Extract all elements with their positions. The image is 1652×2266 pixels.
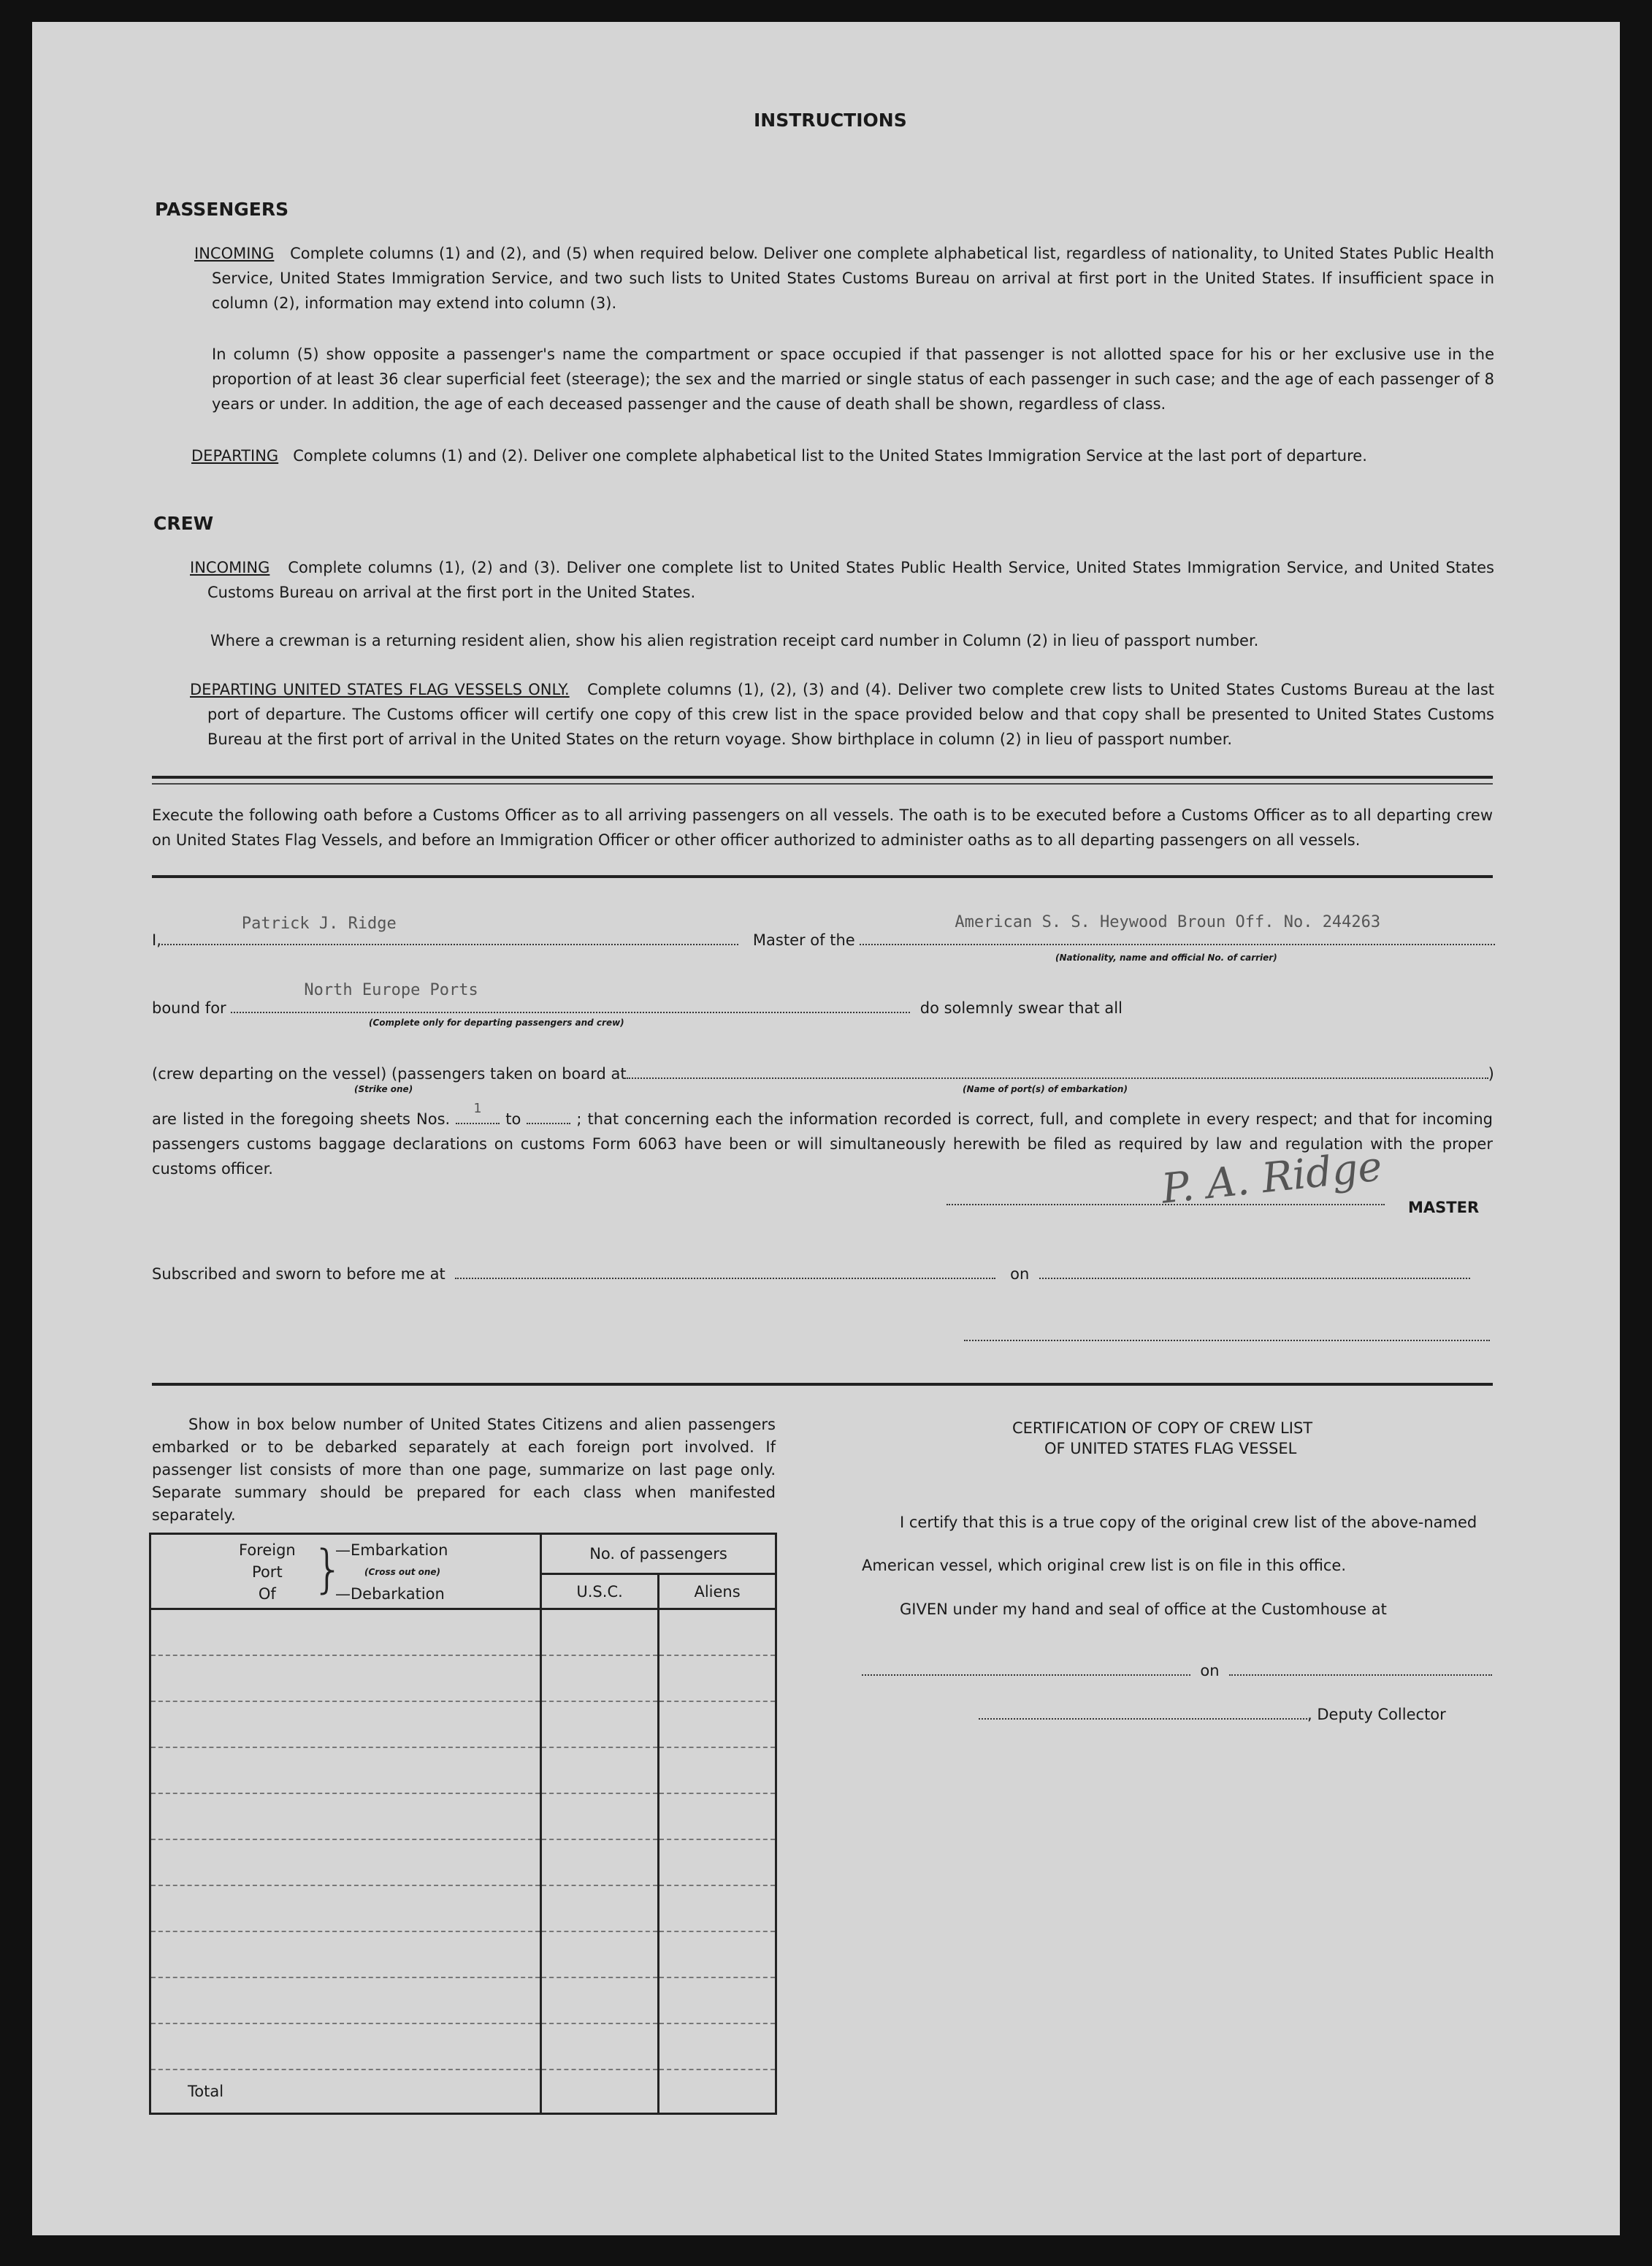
passengers-departing <box>191 443 1367 468</box>
bound-field[interactable] <box>231 981 910 1013</box>
port-cell[interactable] <box>150 1747 541 1793</box>
passengers-incoming <box>194 241 1494 316</box>
usc-cell[interactable] <box>541 1609 659 1656</box>
table-row <box>150 2023 776 2069</box>
crew-departing-line <box>152 1061 1494 1086</box>
sheet-from-field[interactable] <box>456 1101 500 1124</box>
port-cell[interactable] <box>150 2023 541 2069</box>
master-name-field[interactable] <box>161 915 738 945</box>
usc-cell[interactable] <box>541 1655 659 1701</box>
swear-label: do solemnly swear that all <box>919 999 1123 1017</box>
port-cell[interactable] <box>150 1655 541 1701</box>
page-title: INSTRUCTIONS <box>754 110 907 131</box>
resident-text: Where a crewman is a returning resident alien, show his alien registration receipt card number in Column (2) in lieu of passport number. <box>210 632 1259 649</box>
table-row <box>150 1977 776 2023</box>
oath-i-line <box>152 913 1495 953</box>
cert-date-field[interactable] <box>1229 1658 1492 1676</box>
aliens-cell[interactable] <box>659 1977 776 2023</box>
foreign-label: Foreign <box>239 1541 296 1559</box>
port-caption: (Name of port(s) of embarkation) <box>963 1084 1128 1094</box>
divider <box>152 783 1493 785</box>
cert-on-label: on <box>1200 1662 1220 1679</box>
crew-incoming-text: Complete columns (1), (2) and (3). Deliver one complete list to United States Public Health Service, United States Immigration Service, and United States Customs Bureau on arrival at the first port in the United States. <box>207 559 1494 601</box>
divider <box>152 1383 1493 1386</box>
table-row <box>150 1885 776 1931</box>
vessel-caption: (Nationality, name and official No. of carrier) <box>1055 953 1277 963</box>
passengers-heading: PASSENGERS <box>155 199 289 220</box>
usc-cell[interactable] <box>541 1885 659 1931</box>
certification-title-1: CERTIFICATION OF COPY OF CREW LIST <box>1012 1419 1313 1437</box>
incoming-label: INCOMING <box>194 245 275 262</box>
usc-cell[interactable] <box>541 1701 659 1747</box>
aliens-cell[interactable] <box>659 2023 776 2069</box>
certification-title-2: OF UNITED STATES FLAG VESSEL <box>1044 1440 1297 1457</box>
passenger-summary-table <box>149 1533 777 2115</box>
bound-caption: (Complete only for departing passengers and crew) <box>369 1018 624 1028</box>
usc-cell[interactable] <box>541 1977 659 2023</box>
departing-text: Complete columns (1) and (2). Deliver one complete alphabetical list to the United States Immigration Service at the last port of departure. <box>293 447 1367 465</box>
table-row <box>150 1609 776 1656</box>
usc-cell[interactable] <box>541 1747 659 1793</box>
i-label: I, <box>152 931 161 949</box>
customhouse-date-line <box>862 1658 1492 1683</box>
aliens-cell[interactable] <box>659 1793 776 1839</box>
certify-text: I certify that this is a true copy of the original crew list of the above-named <box>900 1514 1477 1531</box>
listed-prefix: are listed in the foregoing sheets Nos. <box>152 1110 451 1128</box>
crew-heading: CREW <box>153 513 214 534</box>
to-label: to <box>505 1110 521 1128</box>
subscribed-label: Subscribed and sworn to before me at <box>152 1265 445 1283</box>
master-of-label: Master of the <box>752 931 855 949</box>
crew-departing-text: Complete columns (1), (2), (3) and (4). Deliver two complete crew lists to United States Customs Bureau at the last port of departure. The Customs officer will certify one copy of this crew list in the space provided below and that copy shall be presented to United States Customs Bureau at the first port of arrival in the United States on the return voyage. Show birthplace in column (2) in lieu of passport number. <box>207 681 1494 748</box>
crew-departing-label: DEPARTING UNITED STATES FLAG VESSELS ONLY. <box>190 681 570 698</box>
deputy-label: , Deputy Collector <box>1307 1706 1446 1723</box>
port-cell[interactable] <box>150 1609 541 1656</box>
table-row <box>150 1793 776 1839</box>
port-cell[interactable] <box>150 1931 541 1977</box>
usc-cell[interactable] <box>541 1931 659 1977</box>
subscribed-date-field[interactable] <box>1039 1262 1470 1279</box>
summary-instructions: Show in box below number of United States Citizens and alien passengers embarked or to be debarked separately at each foreign port involved. If passenger list consists of more than one page, summarize on last page only. Separate summary should be prepared for each class when manifested separately. <box>152 1416 776 1524</box>
signature: P. A. Ridge <box>1159 1142 1385 1213</box>
deputy-line <box>979 1702 1446 1727</box>
usc-cell[interactable] <box>541 2023 659 2069</box>
total-usc-cell[interactable] <box>541 2069 659 2113</box>
embarkation-label: —Embarkation <box>335 1541 448 1559</box>
usc-cell[interactable] <box>541 1839 659 1885</box>
table-row <box>150 1839 776 1885</box>
no-passengers-header: No. of passengers <box>541 1534 776 1574</box>
crew-line: (crew departing on the vessel) (passengers taken on board at <box>152 1065 627 1083</box>
table-row <box>150 1747 776 1793</box>
sheet-to-field[interactable] <box>527 1110 570 1124</box>
usc-header: U.S.C. <box>541 1574 659 1609</box>
cross-out-label: (Cross out one) <box>364 1567 441 1577</box>
master-name: Patrick J. Ridge <box>241 915 397 933</box>
aliens-cell[interactable] <box>659 1931 776 1977</box>
port-label: Port <box>252 1563 283 1581</box>
american-vessel-text: American vessel, which original crew list is on file in this office. <box>862 1557 1347 1574</box>
aliens-header: Aliens <box>659 1574 776 1609</box>
crew-incoming <box>190 555 1494 605</box>
crew-incoming-label: INCOMING <box>190 559 270 576</box>
usc-cell[interactable] <box>541 1793 659 1839</box>
debarkation-label: —Debarkation <box>335 1585 445 1603</box>
given-text: GIVEN under my hand and seal of office at the Customhouse at <box>900 1601 1387 1618</box>
aliens-cell[interactable] <box>659 1747 776 1793</box>
listed-suffix: ; that concerning each the information recorded is correct, full, and complete in every respect; and that for incoming passengers customs baggage declarations on customs Form 6063 have been or will simultaneously herewith be filed as required by law and regulation with the proper customs officer. <box>152 1110 1494 1178</box>
table-row <box>150 1931 776 1977</box>
column5-text: In column (5) show opposite a passenger's name the compartment or space occupied if that passenger is not allotted space for his or her exclusive use in the proportion of at least 36 clear superficial feet (steerage); the sex and the married or single status of each passenger in such case; and the age of each passenger of 8 years or under. In addition, the age of each deceased passenger and the cause of death shall be shown, regardless of class. <box>212 346 1494 413</box>
port-cell[interactable] <box>150 1701 541 1747</box>
master-label: MASTER <box>1408 1199 1480 1216</box>
customhouse-field[interactable] <box>862 1658 1190 1676</box>
table-row <box>150 1655 776 1701</box>
total-aliens-cell[interactable] <box>659 2069 776 2113</box>
departing-label: DEPARTING <box>191 447 279 465</box>
deputy-signature-field[interactable] <box>979 1702 1307 1720</box>
bound-line <box>152 981 1123 1021</box>
total-label: Total <box>188 2082 224 2100</box>
sheet-from: 1 <box>473 1101 482 1116</box>
of-label: Of <box>258 1585 276 1603</box>
subscribed-line <box>152 1262 1470 1286</box>
aliens-cell[interactable] <box>659 1655 776 1701</box>
officer-signature-field[interactable] <box>964 1330 1490 1341</box>
divider <box>152 776 1493 779</box>
vessel-name: American S. S. Heywood Broun Off. No. 244263 <box>955 913 1381 931</box>
subscribed-place-field[interactable] <box>455 1262 995 1279</box>
table-row <box>150 1701 776 1747</box>
divider <box>152 875 1493 878</box>
crew-departing <box>190 677 1494 752</box>
port-cell[interactable] <box>150 1885 541 1931</box>
on-label: on <box>1010 1265 1030 1283</box>
brace-icon: } <box>312 1539 345 1599</box>
bound-value: North Europe Ports <box>304 981 478 999</box>
port-cell[interactable] <box>150 1793 541 1839</box>
aliens-cell[interactable] <box>659 1609 776 1656</box>
vessel-field[interactable] <box>860 913 1495 945</box>
aliens-cell[interactable] <box>659 1839 776 1885</box>
port-cell[interactable] <box>150 1839 541 1885</box>
oath-intro: Execute the following oath before a Customs Officer as to all arriving passengers on all vessels. The oath is to be executed before a Customs Officer as to all departing crew on United States Flag Vessels, and before an Immigration Officer or other officer authorized to administer oaths as to all departing passengers on all vessels. <box>152 806 1493 849</box>
close-paren: ) <box>1488 1065 1494 1083</box>
bound-label: bound for <box>152 999 226 1017</box>
aliens-cell[interactable] <box>659 1885 776 1931</box>
aliens-cell[interactable] <box>659 1701 776 1747</box>
port-cell[interactable] <box>150 1977 541 2023</box>
strike-caption: (Strike one) <box>354 1084 413 1094</box>
port-field[interactable] <box>627 1061 1488 1079</box>
port-header <box>150 1534 541 1609</box>
incoming-text: Complete columns (1) and (2), and (5) when required below. Deliver one complete alphabetical list, regardless of nationality, to United States Public Health Service, United States Immigration Service, and two such lists to United States Customs Bureau on arrival at first port in the United States. If insufficient space in column (2), information may extend into column (3). <box>212 245 1494 312</box>
